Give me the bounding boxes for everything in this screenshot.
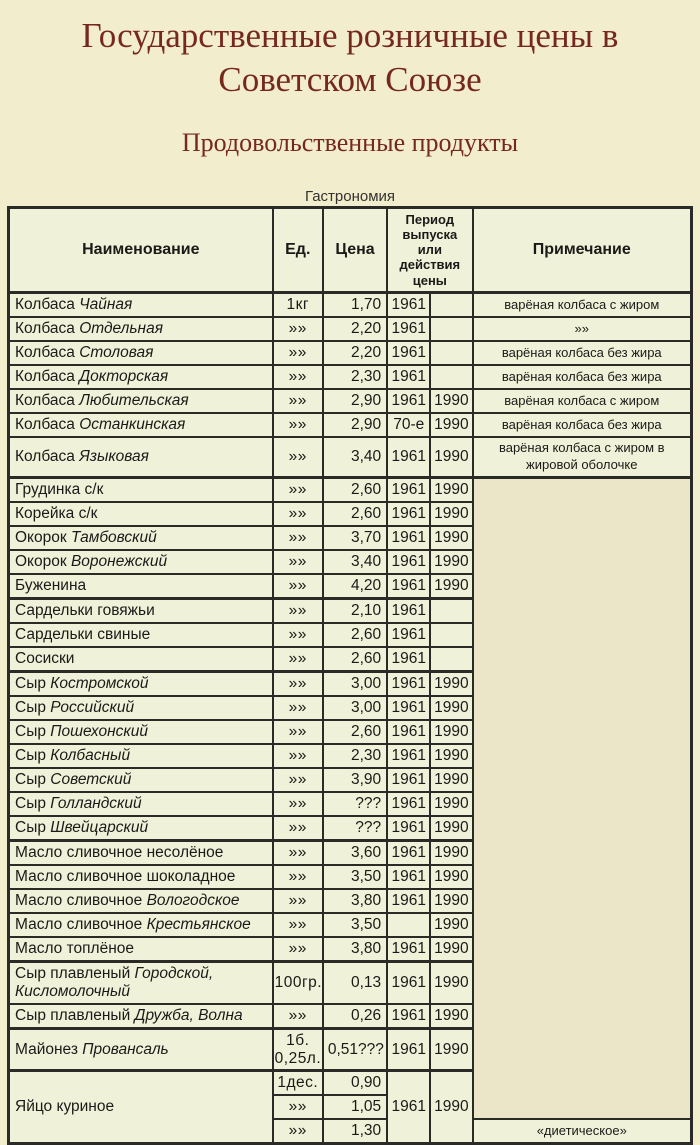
product-name-cell: [9, 913, 273, 937]
period-start-cell: 1961: [387, 1028, 430, 1071]
period-end-cell: 1990: [430, 768, 472, 792]
period-start-cell: 1961: [387, 744, 430, 768]
period-end-cell: 1990: [430, 961, 472, 1003]
price-table-body: [9, 293, 692, 1144]
period-end-cell: 1990: [430, 744, 472, 768]
unit-cell: »»: [273, 840, 323, 864]
product-name-text: Масло топлёное: [15, 940, 134, 957]
note-cell: варёная колбаса без жира: [473, 413, 692, 437]
unit-cell: »»: [273, 437, 323, 477]
product-name-text: Масло сливочное: [15, 892, 147, 909]
unit-cell: »»: [273, 550, 323, 574]
period-end-cell: 1990: [430, 1071, 472, 1144]
product-name-proper: Отдельная: [79, 320, 163, 337]
product-name-text: Сардельки свиные: [15, 626, 150, 643]
product-name-text: Колбаса: [15, 416, 79, 433]
product-name-text: Корейка с/к: [15, 505, 97, 522]
product-name-text: Колбаса: [15, 320, 79, 337]
period-start-cell: 1961: [387, 365, 430, 389]
product-name-cell: [9, 317, 273, 341]
product-name-proper: Языковая: [79, 448, 149, 465]
product-name-cell: [9, 1071, 273, 1144]
price-cell: 1,70: [323, 293, 387, 317]
period-start-cell: 1961: [387, 598, 430, 622]
period-end-cell: 1990: [430, 816, 472, 840]
note-cell: «диетическое»: [473, 1119, 692, 1143]
product-name-proper: Докторская: [79, 368, 168, 385]
period-start-cell: 1961: [387, 477, 430, 501]
product-name-proper: Колбасный: [50, 747, 130, 764]
price-cell: 2,30: [323, 365, 387, 389]
price-cell: 3,90: [323, 768, 387, 792]
unit-cell: »»: [273, 389, 323, 413]
product-name-proper: Останкинская: [79, 416, 185, 433]
note-cell: »»: [473, 317, 692, 341]
product-name-text: Сосиски: [15, 650, 74, 667]
product-name-proper: Любительская: [79, 392, 189, 409]
unit-cell: »»: [273, 696, 323, 720]
product-name-cell: [9, 598, 273, 622]
table-row: [9, 477, 692, 501]
unit-cell: »»: [273, 816, 323, 840]
period-end-cell: 1990: [430, 937, 472, 961]
period-end-cell: 1990: [430, 792, 472, 816]
period-end-cell: [430, 341, 472, 365]
period-end-cell: 1990: [430, 502, 472, 526]
period-start-cell: 1961: [387, 647, 430, 671]
product-name-proper: Провансаль: [82, 1041, 168, 1058]
price-cell: 4,20: [323, 574, 387, 598]
period-end-cell: 1990: [430, 1028, 472, 1071]
period-start-cell: 1961: [387, 317, 430, 341]
product-name-cell: [9, 389, 273, 413]
product-name-text: Сардельки говяжьи: [15, 602, 155, 619]
price-cell: 3,50: [323, 865, 387, 889]
product-name-cell: [9, 744, 273, 768]
product-name-cell: [9, 341, 273, 365]
unit-cell: 1кг: [273, 293, 323, 317]
section-caption: Гастрономия: [0, 188, 700, 205]
header-price: Цена: [323, 207, 387, 293]
product-name-text: Масло сливочное несолёное: [15, 844, 223, 861]
product-name-cell: [9, 502, 273, 526]
product-name-cell: [9, 623, 273, 647]
period-start-cell: 1961: [387, 865, 430, 889]
unit-cell: »»: [273, 937, 323, 961]
unit-cell: »»: [273, 744, 323, 768]
product-name-cell: [9, 768, 273, 792]
product-name-cell: [9, 937, 273, 961]
table-row: [9, 413, 692, 437]
price-cell: 2,60: [323, 647, 387, 671]
unit-cell: »»: [273, 365, 323, 389]
period-start-cell: 1961: [387, 550, 430, 574]
product-name-cell: [9, 961, 273, 1003]
unit-cell: 1дес.: [273, 1071, 323, 1095]
price-cell: 3,70: [323, 526, 387, 550]
period-end-cell: 1990: [430, 889, 472, 913]
price-cell: 3,80: [323, 889, 387, 913]
unit-cell: »»: [273, 598, 323, 622]
period-start-cell: 1961: [387, 293, 430, 317]
price-cell: 2,10: [323, 598, 387, 622]
unit-cell: »»: [273, 647, 323, 671]
unit-cell: »»: [273, 768, 323, 792]
period-end-cell: [430, 647, 472, 671]
period-start-cell: 1961: [387, 671, 430, 695]
unit-cell: »»: [273, 526, 323, 550]
table-row: [9, 365, 692, 389]
price-cell: 1,05: [323, 1095, 387, 1119]
price-cell: 2,90: [323, 413, 387, 437]
product-name-text: Сыр плавленый: [15, 965, 135, 982]
product-name-cell: [9, 365, 273, 389]
period-end-cell: 1990: [430, 865, 472, 889]
price-cell: 3,50: [323, 913, 387, 937]
price-cell: 2,60: [323, 623, 387, 647]
product-name-text: Сыр: [15, 771, 50, 788]
price-cell: 3,60: [323, 840, 387, 864]
unit-cell: »»: [273, 317, 323, 341]
price-cell: 2,60: [323, 720, 387, 744]
page-title: Государственные розничные цены в Советском Союзе: [30, 14, 670, 102]
unit-cell: »»: [273, 574, 323, 598]
price-cell: 0,26: [323, 1004, 387, 1028]
unit-cell: »»: [273, 1004, 323, 1028]
product-name-proper: Пошехонский: [50, 723, 148, 740]
product-name-cell: [9, 550, 273, 574]
product-name-proper: Воронежский: [71, 553, 167, 570]
price-cell: 2,30: [323, 744, 387, 768]
note-cell: варёная колбаса с жиром: [473, 293, 692, 317]
unit-cell: »»: [273, 1119, 323, 1143]
period-start-cell: 1961: [387, 840, 430, 864]
product-name-proper: Вологодское: [147, 892, 240, 909]
period-start-cell: 70-е: [387, 413, 430, 437]
product-name-proper: Городской, Кисломолочный: [15, 965, 213, 1000]
note-cell: варёная колбаса без жира: [473, 341, 692, 365]
table-row: [9, 389, 692, 413]
unit-cell: »»: [273, 865, 323, 889]
product-name-cell: [9, 413, 273, 437]
price-cell: 3,40: [323, 550, 387, 574]
product-name-cell: [9, 574, 273, 598]
product-name-proper: Дружба, Волна: [135, 1007, 243, 1024]
product-name-text: Буженина: [15, 577, 86, 594]
unit-cell: 100гр.: [273, 961, 323, 1003]
product-name-cell: [9, 720, 273, 744]
header-period: Период выпуска или действия цены: [387, 207, 472, 293]
price-cell: 2,60: [323, 502, 387, 526]
product-name-text: Яйцо куриное: [15, 1098, 114, 1115]
period-start-cell: 1961: [387, 816, 430, 840]
header-row: [9, 207, 692, 293]
price-cell: ???: [323, 792, 387, 816]
product-name-text: Сыр: [15, 795, 50, 812]
period-start-cell: 1961: [387, 696, 430, 720]
product-name-text: Колбаса: [15, 344, 79, 361]
period-start-cell: 1961: [387, 1071, 430, 1144]
unit-cell: »»: [273, 623, 323, 647]
product-name-cell: [9, 840, 273, 864]
period-start-cell: 1961: [387, 720, 430, 744]
period-start-cell: 1961: [387, 889, 430, 913]
unit-cell: »»: [273, 1095, 323, 1119]
period-end-cell: 1990: [430, 389, 472, 413]
table-row: [9, 437, 692, 477]
period-start-cell: [387, 913, 430, 937]
header-unit: Ед.: [273, 207, 323, 293]
product-name-text: Сыр: [15, 747, 50, 764]
period-start-cell: 1961: [387, 768, 430, 792]
period-start-cell: 1961: [387, 792, 430, 816]
unit-cell: »»: [273, 720, 323, 744]
table-row: [9, 341, 692, 365]
period-start-cell: 1961: [387, 1004, 430, 1028]
period-end-cell: 1990: [430, 574, 472, 598]
price-cell: 3,00: [323, 671, 387, 695]
product-name-text: Сыр: [15, 723, 50, 740]
period-end-cell: 1990: [430, 840, 472, 864]
product-name-proper: Швейцарский: [50, 819, 148, 836]
period-end-cell: 1990: [430, 1004, 472, 1028]
product-name-text: Майонез: [15, 1041, 82, 1058]
period-end-cell: 1990: [430, 477, 472, 501]
period-end-cell: 1990: [430, 437, 472, 477]
product-name-cell: [9, 696, 273, 720]
product-name-cell: [9, 526, 273, 550]
period-end-cell: 1990: [430, 720, 472, 744]
period-end-cell: 1990: [430, 550, 472, 574]
product-name-text: Масло сливочное шоколадное: [15, 868, 235, 885]
product-name-cell: [9, 1028, 273, 1071]
note-cell: [473, 477, 692, 1119]
unit-cell: »»: [273, 502, 323, 526]
period-start-cell: 1961: [387, 937, 430, 961]
product-name-cell: [9, 671, 273, 695]
period-end-cell: 1990: [430, 413, 472, 437]
page-subtitle: Продовольственные продукты: [0, 128, 700, 158]
product-name-text: Колбаса: [15, 368, 79, 385]
product-name-text: Масло сливочное: [15, 916, 147, 933]
product-name-proper: Тамбовский: [71, 529, 157, 546]
price-cell: 3,80: [323, 937, 387, 961]
product-name-text: Грудинка с/к: [15, 481, 103, 498]
price-cell: 0,13: [323, 961, 387, 1003]
product-name-cell: [9, 792, 273, 816]
product-name-text: Сыр плавленый: [15, 1007, 135, 1024]
header-name: Наименование: [9, 207, 273, 293]
price-cell: 1,30: [323, 1119, 387, 1143]
period-end-cell: [430, 293, 472, 317]
period-end-cell: 1990: [430, 671, 472, 695]
product-name-proper: Столовая: [79, 344, 153, 361]
product-name-text: Сыр: [15, 699, 50, 716]
period-start-cell: 1961: [387, 341, 430, 365]
period-end-cell: 1990: [430, 526, 472, 550]
price-cell: 3,00: [323, 696, 387, 720]
product-name-text: Колбаса: [15, 392, 79, 409]
product-name-proper: Советский: [50, 771, 131, 788]
period-end-cell: [430, 598, 472, 622]
product-name-text: Колбаса: [15, 448, 79, 465]
unit-cell: »»: [273, 913, 323, 937]
unit-cell: 1б. 0,25л.: [273, 1028, 323, 1071]
product-name-text: Окорок: [15, 553, 71, 570]
product-name-proper: Костромской: [50, 675, 148, 692]
unit-cell: »»: [273, 671, 323, 695]
product-name-cell: [9, 647, 273, 671]
price-table-header: [9, 207, 692, 293]
period-start-cell: 1961: [387, 623, 430, 647]
product-name-text: Окорок: [15, 529, 71, 546]
price-cell: 0,90: [323, 1071, 387, 1095]
period-end-cell: 1990: [430, 913, 472, 937]
price-cell: 2,20: [323, 341, 387, 365]
product-name-cell: [9, 293, 273, 317]
period-start-cell: 1961: [387, 961, 430, 1003]
page-background: [0, 14, 700, 1129]
product-name-cell: [9, 477, 273, 501]
product-name-text: Колбаса: [15, 296, 79, 313]
unit-cell: »»: [273, 889, 323, 913]
product-name-cell: [9, 889, 273, 913]
product-name-cell: [9, 1004, 273, 1028]
unit-cell: »»: [273, 477, 323, 501]
period-start-cell: 1961: [387, 574, 430, 598]
unit-cell: »»: [273, 341, 323, 365]
product-name-cell: [9, 865, 273, 889]
period-end-cell: [430, 317, 472, 341]
product-name-text: Сыр: [15, 675, 50, 692]
period-end-cell: [430, 365, 472, 389]
unit-cell: »»: [273, 413, 323, 437]
note-cell: варёная колбаса с жиром: [473, 389, 692, 413]
period-end-cell: [430, 623, 472, 647]
table-row: [9, 317, 692, 341]
period-start-cell: 1961: [387, 389, 430, 413]
unit-cell: »»: [273, 792, 323, 816]
price-cell: 3,40: [323, 437, 387, 477]
price-cell: 2,90: [323, 389, 387, 413]
product-name-cell: [9, 816, 273, 840]
price-cell: 2,60: [323, 477, 387, 501]
product-name-text: Сыр: [15, 819, 50, 836]
header-note: Примечание: [473, 207, 692, 293]
price-table: [7, 206, 693, 1145]
period-start-cell: 1961: [387, 502, 430, 526]
table-row: [9, 293, 692, 317]
period-start-cell: 1961: [387, 437, 430, 477]
note-cell: варёная колбаса без жира: [473, 365, 692, 389]
product-name-proper: Российский: [50, 699, 134, 716]
product-name-proper: Крестьянское: [147, 916, 251, 933]
price-cell: 2,20: [323, 317, 387, 341]
period-start-cell: 1961: [387, 526, 430, 550]
note-cell: варёная колбаса с жиром в жировой оболочке: [473, 437, 692, 477]
price-cell: 0,51???: [323, 1028, 387, 1071]
product-name-cell: [9, 437, 273, 477]
price-cell: ???: [323, 816, 387, 840]
product-name-proper: Чайная: [79, 296, 132, 313]
period-end-cell: 1990: [430, 696, 472, 720]
product-name-proper: Голландский: [50, 795, 141, 812]
